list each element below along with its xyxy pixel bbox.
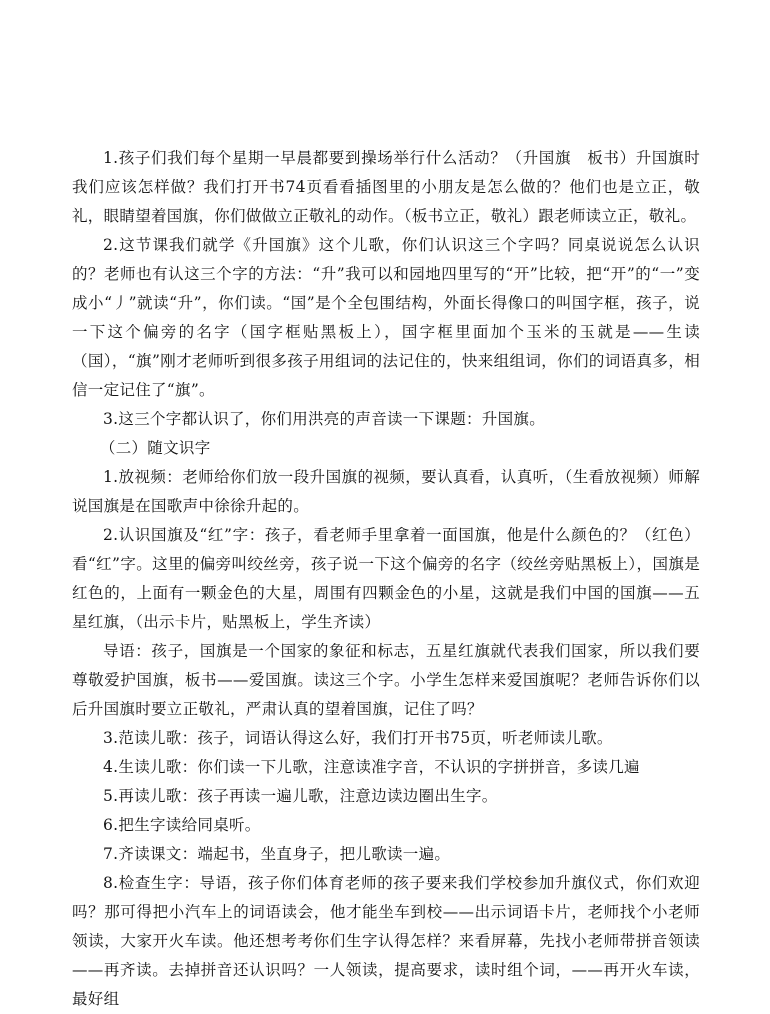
paragraph-3: 3.这三个字都认识了，你们用洪亮的声音读一下课题：升国旗。: [103, 410, 545, 428]
paragraph-5: 2.认识国旗及“红”字：孩子，看老师手里拿着一面国旗，他是什么颜色的？（红色）看“红”字。这里的偏旁叫绞丝旁，孩子说一下这个偏旁的名字（绞丝旁贴黑板上），国旗是红色的，上面有一颗金色的大星，周围有四颗金色的小星，这就是我们中国的国旗——五星红旗，（出示卡片，贴黑板上，学生齐读）: [72, 526, 700, 631]
paragraph-6: 导语：孩子，国旗是一个国家的象征和标志，五星红旗就代表我们国家，所以我们要尊敬爱护国旗，板书——爱国旗。读这三个字。小学生怎样来爱国旗呢？老师告诉你们以后升国旗时要立正敬礼，严肃认真的望着国旗，记住了吗？: [72, 642, 700, 718]
paragraph-12: 8.检查生字：导语，孩子你们体育老师的孩子要来我们学校参加升旗仪式，你们欢迎吗？那可得把小汽车上的词语读会，他才能坐车到校——出示词语卡片，老师找个小老师领读，大家开火车读。他还想考考你们生字认得怎样？来看屏幕，先找小老师带拼音领读——再齐读。去掉拼音还认识吗？一人领读，提高要求，读时组个词，——再开火车读，最好组: [72, 874, 700, 1008]
paragraph-1: 1.孩子们我们每个星期一早晨都要到操场举行什么活动？（升国旗 板书）升国旗时我们应该怎样做？我们打开书74页看看插图里的小朋友是怎么做的？他们也是立正，敬礼，眼睛望着国旗，你们做做立正敬礼的动作。（板书立正，敬礼）跟老师读立正，敬礼。: [72, 149, 700, 225]
paragraph-10: 6.把生字读给同桌听。: [103, 816, 261, 834]
paragraph-7: 3.范读儿歌：孩子，词语认得这么好，我们打开书75页，听老师读儿歌。: [103, 729, 613, 747]
paragraph-8: 4.生读儿歌：你们读一下儿歌，注意读准字音，不认识的字拼拼音，多读几遍: [103, 758, 640, 776]
section-heading: （二）随文识字: [99, 439, 211, 457]
paragraph-9: 5.再读儿歌：孩子再读一遍儿歌，注意边读边圈出生字。: [103, 787, 498, 805]
paragraph-4: 1.放视频：老师给你们放一段升国旗的视频，要认真看，认真听，（生看放视频）师解说国旗是在国歌声中徐徐升起的。: [72, 468, 700, 515]
paragraph-2: 2.这节课我们就学《升国旗》这个儿歌，你们认识这三个字吗？同桌说说怎么认识的？老师也有认这三个字的方法：“升”我可以和园地四里写的“开”比较，把“开”的“一”变成小“丿”就读“升”，你们读。“国”是个全包围结构，外面长得像口的叫国字框，孩子，说一下这个偏旁的名字（国字框贴黑板上），国字框里面加个玉米的玉就是——生读（国），“旗”刚才老师听到很多孩子用组词的法记住的，快来组组词，你们的词语真多，相信一定记住了“旗”。: [72, 236, 700, 399]
document-page: [72, 144, 700, 1014]
paragraph-11: 7.齐读课文：端起书，坐直身子，把儿歌读一遍。: [103, 845, 451, 863]
